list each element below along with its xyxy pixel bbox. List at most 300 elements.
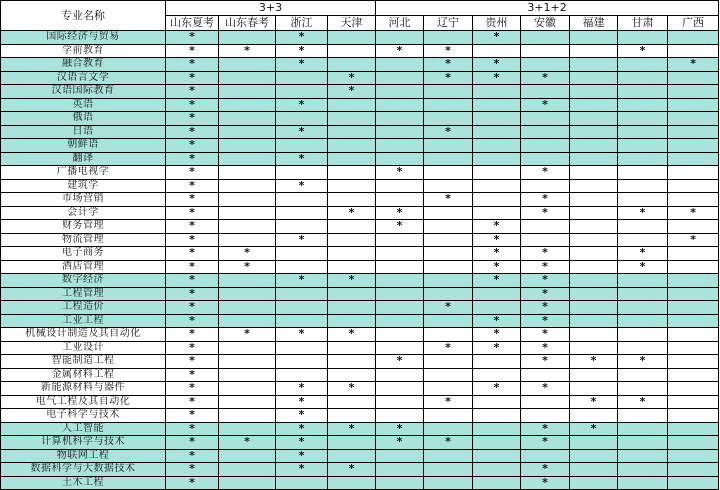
table-row — [1, 206, 719, 220]
table-row — [1, 355, 719, 369]
empty-cell — [219, 422, 276, 436]
empty-cell — [424, 85, 473, 99]
table-body — [1, 31, 719, 490]
empty-cell — [570, 301, 618, 315]
table-row — [1, 368, 719, 382]
offered-mark-cell: * — [376, 206, 424, 220]
offered-mark-cell: * — [473, 220, 521, 234]
table-row — [1, 98, 719, 112]
empty-cell — [618, 179, 668, 193]
empty-cell — [424, 422, 473, 436]
offered-mark-cell: * — [521, 274, 570, 288]
empty-cell — [473, 368, 521, 382]
empty-cell — [473, 44, 521, 58]
major-name-cell: 电子商务 — [1, 247, 166, 261]
offered-mark-cell: * — [276, 463, 328, 477]
empty-cell — [521, 368, 570, 382]
empty-cell — [668, 98, 719, 112]
table-row — [1, 233, 719, 247]
empty-cell — [376, 58, 424, 72]
empty-cell — [473, 287, 521, 301]
offered-mark-cell: * — [276, 422, 328, 436]
offered-mark-cell: * — [166, 139, 219, 153]
offered-mark-cell: * — [424, 341, 473, 355]
empty-cell — [570, 139, 618, 153]
offered-mark-cell: * — [424, 436, 473, 450]
empty-cell — [219, 112, 276, 126]
offered-mark-cell: * — [166, 233, 219, 247]
empty-cell — [473, 449, 521, 463]
empty-cell — [668, 125, 719, 139]
header-province: 福建 — [570, 16, 618, 31]
empty-cell — [376, 152, 424, 166]
offered-mark-cell: * — [276, 436, 328, 450]
major-name-cell: 土木工程 — [1, 476, 166, 490]
empty-cell — [276, 301, 328, 315]
empty-cell — [618, 422, 668, 436]
offered-mark-cell: * — [328, 382, 376, 396]
empty-cell — [276, 355, 328, 369]
header-province: 天津 — [328, 16, 376, 31]
empty-cell — [570, 193, 618, 207]
empty-cell — [276, 368, 328, 382]
empty-cell — [618, 287, 668, 301]
header-province: 浙江 — [276, 16, 328, 31]
empty-cell — [219, 355, 276, 369]
offered-mark-cell: * — [668, 233, 719, 247]
offered-mark-cell: * — [166, 449, 219, 463]
offered-mark-cell: * — [166, 193, 219, 207]
empty-cell — [668, 274, 719, 288]
empty-cell — [219, 166, 276, 180]
offered-mark-cell: * — [521, 301, 570, 315]
empty-cell — [668, 382, 719, 396]
offered-mark-cell: * — [668, 206, 719, 220]
offered-mark-cell: * — [473, 71, 521, 85]
offered-mark-cell: * — [166, 274, 219, 288]
empty-cell — [473, 355, 521, 369]
empty-cell — [618, 139, 668, 153]
table-row — [1, 409, 719, 423]
empty-cell — [473, 463, 521, 477]
empty-cell — [424, 463, 473, 477]
offered-mark-cell: * — [570, 395, 618, 409]
empty-cell — [570, 368, 618, 382]
major-name-cell: 工程管理 — [1, 287, 166, 301]
offered-mark-cell: * — [166, 247, 219, 261]
offered-mark-cell: * — [376, 355, 424, 369]
offered-mark-cell: * — [521, 355, 570, 369]
empty-cell — [376, 314, 424, 328]
offered-mark-cell: * — [521, 422, 570, 436]
empty-cell — [570, 328, 618, 342]
offered-mark-cell: * — [473, 247, 521, 261]
offered-mark-cell: * — [219, 436, 276, 450]
empty-cell — [424, 220, 473, 234]
empty-cell — [424, 409, 473, 423]
empty-cell — [668, 409, 719, 423]
empty-cell — [424, 382, 473, 396]
empty-cell — [219, 368, 276, 382]
empty-cell — [376, 233, 424, 247]
empty-cell — [668, 463, 719, 477]
table-row — [1, 274, 719, 288]
offered-mark-cell: * — [521, 436, 570, 450]
empty-cell — [618, 220, 668, 234]
major-name-cell: 学前教育 — [1, 44, 166, 58]
empty-cell — [219, 125, 276, 139]
empty-cell — [328, 125, 376, 139]
table-row — [1, 220, 719, 234]
empty-cell — [473, 193, 521, 207]
empty-cell — [570, 314, 618, 328]
empty-cell — [521, 179, 570, 193]
offered-mark-cell: * — [276, 44, 328, 58]
empty-cell — [276, 314, 328, 328]
offered-mark-cell: * — [276, 58, 328, 72]
empty-cell — [570, 206, 618, 220]
offered-mark-cell: * — [166, 287, 219, 301]
offered-mark-cell: * — [166, 125, 219, 139]
major-name-cell: 数字经济 — [1, 274, 166, 288]
empty-cell — [618, 328, 668, 342]
empty-cell — [376, 328, 424, 342]
offered-mark-cell: * — [521, 206, 570, 220]
offered-mark-cell: * — [618, 206, 668, 220]
empty-cell — [328, 166, 376, 180]
empty-cell — [618, 166, 668, 180]
offered-mark-cell: * — [166, 112, 219, 126]
empty-cell — [424, 247, 473, 261]
offered-mark-cell: * — [166, 355, 219, 369]
offered-mark-cell: * — [328, 463, 376, 477]
empty-cell — [668, 449, 719, 463]
empty-cell — [473, 409, 521, 423]
empty-cell — [424, 233, 473, 247]
offered-mark-cell: * — [473, 31, 521, 45]
empty-cell — [570, 220, 618, 234]
major-name-cell: 电气工程及其自动化 — [1, 395, 166, 409]
empty-cell — [473, 152, 521, 166]
empty-cell — [328, 139, 376, 153]
header-group-3-1-2: 3+1+2 — [376, 1, 719, 16]
empty-cell — [276, 287, 328, 301]
offered-mark-cell: * — [521, 247, 570, 261]
offered-mark-cell: * — [219, 44, 276, 58]
offered-mark-cell: * — [276, 152, 328, 166]
table-row — [1, 260, 719, 274]
offered-mark-cell: * — [166, 58, 219, 72]
empty-cell — [570, 98, 618, 112]
offered-mark-cell: * — [618, 44, 668, 58]
offered-mark-cell: * — [424, 301, 473, 315]
offered-mark-cell: * — [376, 44, 424, 58]
offered-mark-cell: * — [166, 328, 219, 342]
table-row — [1, 449, 719, 463]
empty-cell — [668, 31, 719, 45]
offered-mark-cell: * — [618, 395, 668, 409]
empty-cell — [376, 301, 424, 315]
header-province: 山东夏考 — [166, 16, 219, 31]
empty-cell — [328, 233, 376, 247]
empty-cell — [570, 247, 618, 261]
offered-mark-cell: * — [276, 274, 328, 288]
empty-cell — [376, 179, 424, 193]
empty-cell — [618, 274, 668, 288]
empty-cell — [570, 341, 618, 355]
offered-mark-cell: * — [328, 85, 376, 99]
table-row — [1, 179, 719, 193]
offered-mark-cell: * — [276, 328, 328, 342]
empty-cell — [570, 409, 618, 423]
offered-mark-cell: * — [166, 368, 219, 382]
empty-cell — [219, 395, 276, 409]
empty-cell — [668, 44, 719, 58]
empty-cell — [328, 44, 376, 58]
empty-cell — [570, 476, 618, 490]
empty-cell — [376, 476, 424, 490]
header-province: 贵州 — [473, 16, 521, 31]
offered-mark-cell: * — [166, 382, 219, 396]
offered-mark-cell: * — [521, 476, 570, 490]
offered-mark-cell: * — [328, 206, 376, 220]
offered-mark-cell: * — [166, 31, 219, 45]
table-row — [1, 71, 719, 85]
empty-cell — [328, 193, 376, 207]
major-name-cell: 广播电视学 — [1, 166, 166, 180]
offered-mark-cell: * — [473, 341, 521, 355]
empty-cell — [376, 409, 424, 423]
major-name-cell: 酒店管理 — [1, 260, 166, 274]
empty-cell — [328, 476, 376, 490]
empty-cell — [521, 409, 570, 423]
offered-mark-cell: * — [328, 328, 376, 342]
major-name-cell: 翻译 — [1, 152, 166, 166]
empty-cell — [276, 206, 328, 220]
table-row — [1, 112, 719, 126]
offered-mark-cell: * — [166, 301, 219, 315]
offered-mark-cell: * — [219, 328, 276, 342]
header-province: 广西 — [668, 16, 719, 31]
empty-cell — [276, 476, 328, 490]
offered-mark-cell: * — [166, 476, 219, 490]
empty-cell — [219, 301, 276, 315]
offered-mark-cell: * — [570, 422, 618, 436]
empty-cell — [668, 71, 719, 85]
offered-mark-cell: * — [424, 125, 473, 139]
empty-cell — [328, 179, 376, 193]
empty-cell — [473, 112, 521, 126]
major-name-cell: 金属材料工程 — [1, 368, 166, 382]
major-name-cell: 汉语言文学 — [1, 71, 166, 85]
offered-mark-cell: * — [521, 382, 570, 396]
empty-cell — [618, 112, 668, 126]
empty-cell — [376, 85, 424, 99]
empty-cell — [219, 409, 276, 423]
empty-cell — [424, 152, 473, 166]
offered-mark-cell: * — [668, 58, 719, 72]
empty-cell — [219, 98, 276, 112]
header-province: 山东春考 — [219, 16, 276, 31]
empty-cell — [424, 139, 473, 153]
empty-cell — [668, 368, 719, 382]
empty-cell — [376, 287, 424, 301]
empty-cell — [328, 31, 376, 45]
table-row — [1, 328, 719, 342]
empty-cell — [328, 436, 376, 450]
empty-cell — [219, 220, 276, 234]
empty-cell — [618, 368, 668, 382]
offered-mark-cell: * — [328, 422, 376, 436]
empty-cell — [473, 422, 521, 436]
offered-mark-cell: * — [521, 287, 570, 301]
empty-cell — [521, 395, 570, 409]
empty-cell — [424, 98, 473, 112]
empty-cell — [618, 31, 668, 45]
table-row — [1, 314, 719, 328]
offered-mark-cell: * — [276, 395, 328, 409]
empty-cell — [668, 355, 719, 369]
empty-cell — [219, 314, 276, 328]
major-name-cell: 工程造价 — [1, 301, 166, 315]
empty-cell — [570, 44, 618, 58]
major-name-cell: 工业工程 — [1, 314, 166, 328]
empty-cell — [328, 287, 376, 301]
empty-cell — [424, 287, 473, 301]
empty-cell — [219, 179, 276, 193]
empty-cell — [570, 274, 618, 288]
empty-cell — [473, 395, 521, 409]
empty-cell — [328, 368, 376, 382]
offered-mark-cell: * — [473, 233, 521, 247]
empty-cell — [521, 139, 570, 153]
empty-cell — [219, 31, 276, 45]
empty-cell — [328, 220, 376, 234]
major-name-cell: 数据科学与大数据技术 — [1, 463, 166, 477]
empty-cell — [668, 220, 719, 234]
empty-cell — [521, 58, 570, 72]
offered-mark-cell: * — [521, 314, 570, 328]
offered-mark-cell: * — [376, 220, 424, 234]
table-row — [1, 341, 719, 355]
empty-cell — [376, 193, 424, 207]
empty-cell — [570, 382, 618, 396]
empty-cell — [424, 206, 473, 220]
major-name-cell: 工业设计 — [1, 341, 166, 355]
offered-mark-cell: * — [521, 341, 570, 355]
empty-cell — [376, 395, 424, 409]
empty-cell — [668, 247, 719, 261]
major-name-cell: 汉语国际教育 — [1, 85, 166, 99]
empty-cell — [376, 112, 424, 126]
empty-cell — [618, 449, 668, 463]
offered-mark-cell: * — [521, 260, 570, 274]
empty-cell — [219, 341, 276, 355]
offered-mark-cell: * — [276, 125, 328, 139]
empty-cell — [618, 152, 668, 166]
offered-mark-cell: * — [276, 98, 328, 112]
table-row — [1, 58, 719, 72]
offered-mark-cell: * — [276, 179, 328, 193]
empty-cell — [376, 247, 424, 261]
table-row — [1, 476, 719, 490]
offered-mark-cell: * — [521, 166, 570, 180]
empty-cell — [668, 166, 719, 180]
empty-cell — [618, 233, 668, 247]
empty-cell — [521, 125, 570, 139]
offered-mark-cell: * — [328, 71, 376, 85]
empty-cell — [276, 260, 328, 274]
empty-cell — [376, 125, 424, 139]
major-name-cell: 新能源材料与器件 — [1, 382, 166, 396]
empty-cell — [276, 193, 328, 207]
empty-cell — [424, 179, 473, 193]
empty-cell — [328, 247, 376, 261]
major-name-cell: 俄语 — [1, 112, 166, 126]
empty-cell — [424, 31, 473, 45]
empty-cell — [328, 112, 376, 126]
offered-mark-cell: * — [424, 395, 473, 409]
empty-cell — [276, 220, 328, 234]
table-row — [1, 166, 719, 180]
empty-cell — [521, 31, 570, 45]
empty-cell — [376, 31, 424, 45]
offered-mark-cell: * — [473, 314, 521, 328]
offered-mark-cell: * — [166, 179, 219, 193]
offered-mark-cell: * — [376, 422, 424, 436]
offered-mark-cell: * — [376, 436, 424, 450]
empty-cell — [219, 233, 276, 247]
empty-cell — [276, 247, 328, 261]
empty-cell — [424, 476, 473, 490]
empty-cell — [473, 139, 521, 153]
offered-mark-cell: * — [276, 449, 328, 463]
empty-cell — [328, 260, 376, 274]
empty-cell — [668, 193, 719, 207]
empty-cell — [219, 206, 276, 220]
empty-cell — [219, 382, 276, 396]
offered-mark-cell: * — [166, 314, 219, 328]
offered-mark-cell: * — [521, 71, 570, 85]
empty-cell — [424, 368, 473, 382]
empty-cell — [276, 112, 328, 126]
empty-cell — [618, 125, 668, 139]
empty-cell — [376, 71, 424, 85]
offered-mark-cell: * — [424, 71, 473, 85]
empty-cell — [668, 341, 719, 355]
empty-cell — [376, 449, 424, 463]
empty-cell — [328, 395, 376, 409]
empty-cell — [618, 98, 668, 112]
empty-cell — [618, 476, 668, 490]
empty-cell — [570, 166, 618, 180]
empty-cell — [618, 409, 668, 423]
offered-mark-cell: * — [473, 328, 521, 342]
table-row — [1, 436, 719, 450]
empty-cell — [570, 31, 618, 45]
empty-cell — [424, 112, 473, 126]
empty-cell — [668, 85, 719, 99]
major-name-cell: 日语 — [1, 125, 166, 139]
empty-cell — [521, 449, 570, 463]
empty-cell — [668, 301, 719, 315]
empty-cell — [521, 44, 570, 58]
empty-cell — [376, 260, 424, 274]
empty-cell — [570, 260, 618, 274]
offered-mark-cell: * — [424, 193, 473, 207]
empty-cell — [521, 152, 570, 166]
offered-mark-cell: * — [166, 436, 219, 450]
